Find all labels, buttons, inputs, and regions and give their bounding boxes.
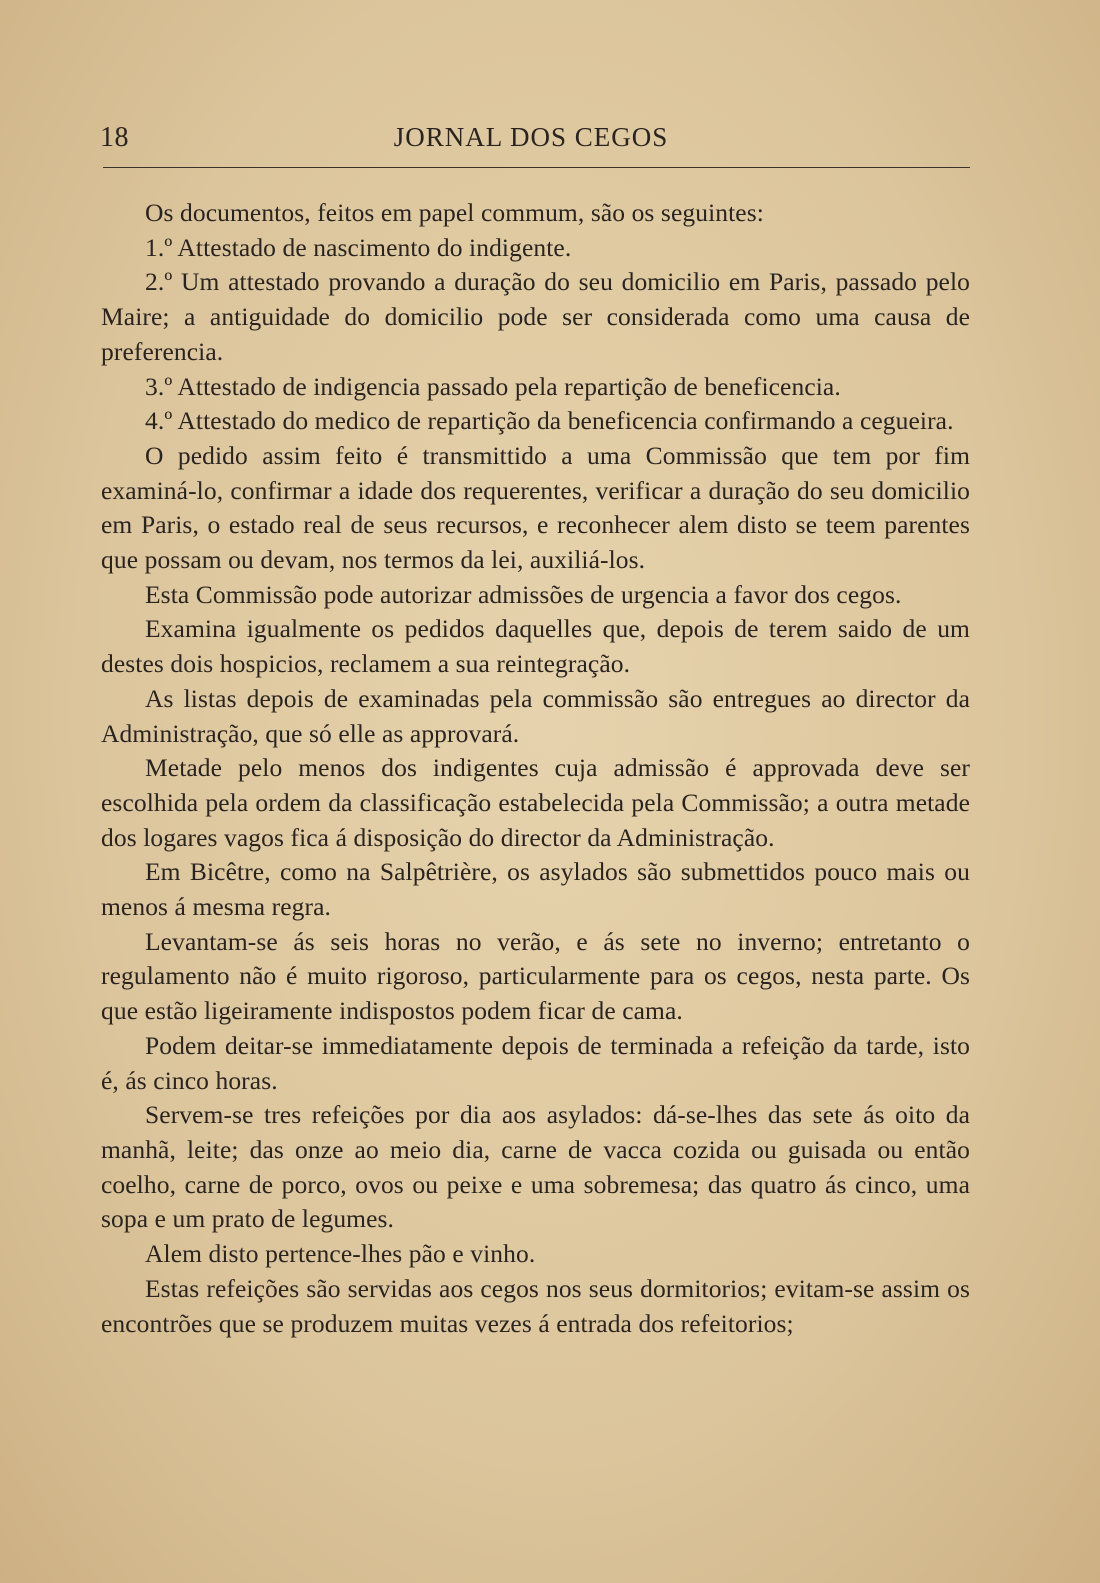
paragraph: O pedido assim feito é transmittido a uma Commissão que tem por fim examiná-lo, confirmar a idade dos requerentes, verificar a duração do seu domicilio em Paris, o estado real de seus recursos, e reconhecer alem disto se teem parentes que possam ou devam, nos termos da lei, auxiliá-los.	[101, 440, 970, 575]
paragraph: Os documentos, feitos em papel commum, são os seguintes:	[145, 198, 764, 227]
header-rule	[103, 167, 970, 168]
paragraph: Podem deitar-se immediatamente depois de terminada a refeição da tarde, isto é, ás cinco horas.	[101, 1030, 970, 1095]
paragraph: Alem disto pertence-lhes pão e vinho.	[145, 1239, 536, 1269]
paragraph: Em Bicêtre, como na Salpêtrière, os asylados são submettidos pouco mais ou menos á mesma regra.	[101, 857, 970, 922]
paragraph: Estas refeições são servidas aos cegos nos seus dormitorios; evitam-se assim os encontrões que se produzem muitas vezes á entrada dos refeitorios;	[101, 1273, 970, 1338]
paragraph: Esta Commissão pode autorizar admissões de urgencia a favor dos cegos.	[145, 579, 902, 609]
paragraph: As listas depois de examinadas pela commissão são entregues ao director da Administração, que só elle as approvará.	[101, 683, 970, 748]
body-text	[101, 196, 970, 1341]
page-header	[100, 118, 970, 158]
paragraph: Servem-se tres refeições por dia aos asylados: dá-se-lhes das sete ás oito da manhã, leite; das onze ao meio dia, carne de vacca cozida ou guisada ou então coelho, carne de porco, ovos ou peixe e uma sobremesa; das quatro ás cinco, uma sopa e um prato de legumes.	[101, 1100, 970, 1234]
paragraph: Levantam-se ás seis horas no verão, e ás sete no inverno; entretanto o regulamento não é muito rigoroso, particularmente para os cegos, nesta parte. Os que estão ligeiramente indispostos podem ficar de cama.	[101, 926, 970, 1026]
paragraph: 2.º Um attestado provando a duração do seu domicilio em Paris, passado pelo Maire; a antiguidade do domicilio pode ser considerada como uma causa de preferencia.	[101, 267, 970, 366]
paragraph: 1.º Attestado de nascimento do indigente.	[145, 232, 572, 262]
paragraph: Examina igualmente os pedidos daquelles que, depois de terem saido de um destes dois hospicios, reclamem a sua reintegração.	[101, 614, 970, 679]
paragraph: Metade pelo menos dos indigentes cuja admissão é approvada deve ser escolhida pela ordem da classificação estabelecida pela Commissão; a outra metade dos logares vagos fica á disposição do director da Administração.	[101, 753, 970, 852]
page-number: 18	[100, 122, 129, 153]
running-title: JORNAL DOS CEGOS	[393, 122, 669, 152]
paragraph: 4.º Attestado do medico de repartição da beneficencia confirmando a cegueira.	[145, 406, 954, 436]
paragraph: 3.º Attestado de indigencia passado pela repartição de beneficencia.	[145, 371, 841, 401]
